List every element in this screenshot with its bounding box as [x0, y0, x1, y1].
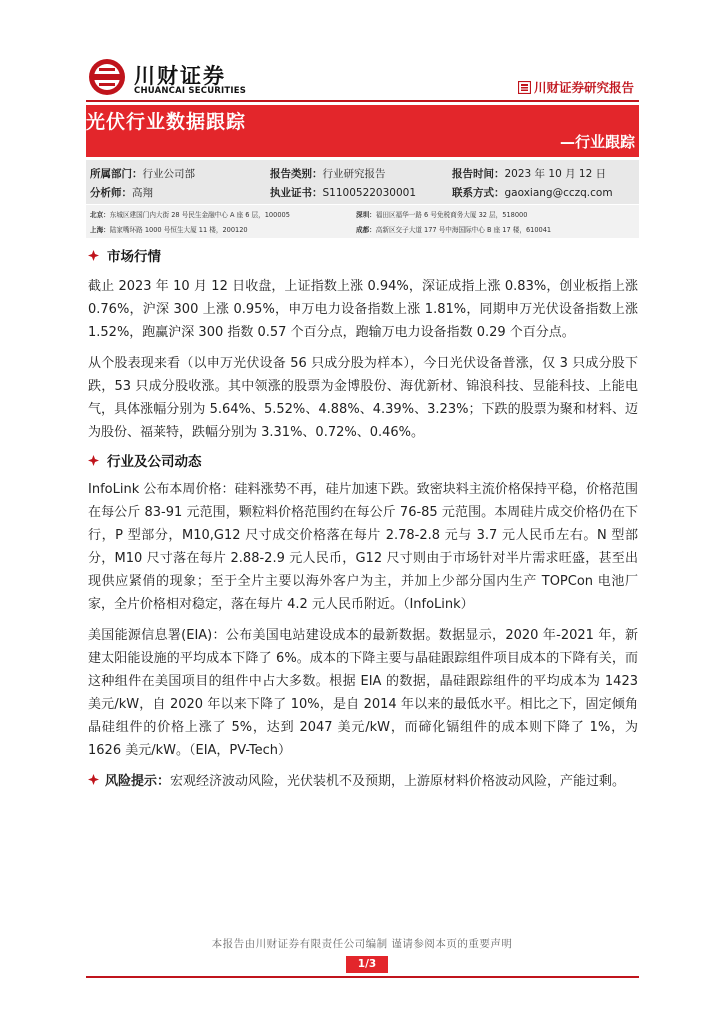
dept-label: 所属部门： [90, 168, 143, 180]
cert-label: 执业证书： [270, 187, 323, 199]
section-heading-market [88, 245, 638, 265]
section-heading-industry [88, 450, 638, 470]
brand-name-en: CHUANCAI SECURITIES [134, 86, 247, 96]
dept-value: 行业公司部 [142, 168, 195, 180]
diamond-bullet-icon [88, 250, 99, 261]
dept-field [90, 166, 195, 181]
contact-value[interactable]: gaoxiang@cczq.com [504, 187, 613, 199]
address-chengdu-label: 成都： [356, 226, 376, 234]
address-shanghai-value: 陆家嘴环路 1000 号恒生大厦 11 楼，200120 [109, 226, 248, 234]
address-shenzhen-value: 福田区福华一路 6 号免税商务大厦 32 层，518000 [375, 211, 528, 219]
address-chengdu [356, 224, 551, 234]
type-field [270, 166, 386, 181]
market-paragraph-1: 截止 2023 年 10 月 12 日收盘，上证指数上涨 0.94%，深证成指上涨 0.83%，创业板指上涨 0.76%，沪深 300 上涨 0.95%，申万电力设备指数上涨 1.81%，同期申万光伏设备指数上涨 1.52%，跑赢沪深 300 指数 0.57 个百分点，跑输万电力设备指数 0.29 个百分点。 [88, 279, 638, 340]
address-beijing [90, 209, 290, 219]
risk-warning [88, 770, 638, 793]
cert-value: S1100522030001 [322, 187, 417, 199]
address-chengdu-value: 高新区交子大道 177 号中海国际中心 B 座 17 楼，610041 [375, 226, 552, 234]
brand-name-cn: 川财证券 [134, 64, 226, 88]
analyst-value: 高翔 [132, 187, 153, 199]
address-beijing-value: 东城区建国门内大街 28 号民生金融中心 A 座 6 层，100005 [109, 211, 290, 219]
footer-divider [86, 976, 639, 978]
report-tag-text: 川财证券研究报告 [533, 80, 634, 95]
title-band [86, 105, 639, 157]
address-shenzhen [356, 209, 527, 219]
report-subtitle: —行业跟踪 [559, 133, 635, 151]
risk-text: 宏观经济波动风险，光伏装机不及预期，上游原材料价格波动风险，产能过剩。 [170, 774, 626, 789]
time-value: 2023 年 10 月 12 日 [504, 168, 607, 180]
cert-field [270, 185, 416, 200]
header-divider [86, 100, 639, 102]
office-addresses [86, 205, 639, 238]
report-body [88, 245, 638, 793]
diamond-bullet-icon [88, 774, 99, 785]
address-beijing-label: 北京： [90, 211, 110, 219]
time-field [452, 166, 606, 181]
type-value: 行业研究报告 [322, 168, 386, 180]
type-label: 报告类别： [270, 168, 323, 180]
chuancai-logo-icon [88, 58, 126, 96]
page-number: 1/3 [346, 956, 388, 973]
address-shenzhen-label: 深圳： [356, 211, 376, 219]
address-shanghai [90, 224, 248, 234]
contact-field [452, 185, 613, 200]
industry-paragraph-1: InfoLink 公布本周价格：硅料涨势不再，硅片加速下跌。致密块料主流价格保持平稳，价格范围在每公斤 83-91 元范围，颗粒料价格范围约在每公斤 76-85 元范围。本周硅片成交价格仍在下行，P 型部分，M10,G12 尺寸成交价格落在每片 2.78-2.8 元与 3.7 元人民币左右。N 型部分，M10 尺寸落在每片 2.88-2.9 元人民币，G12 尺寸则由于市场针对半片需求旺盛，甚至出现供应紧俏的现象；至于全片主要以海外客户为主，并加上少部分国内生产 TOPCon 电池厂家，全片价格相对稳定，落在每片 4.2 元人民币附近。（InfoLink） [88, 482, 638, 612]
analyst-field [90, 185, 153, 200]
brand-logo [88, 58, 288, 100]
report-title: 光伏行业数据跟踪 [86, 111, 247, 133]
time-label: 报告时间： [452, 168, 505, 180]
report-badge-icon [518, 81, 531, 94]
contact-label: 联系方式： [452, 187, 505, 199]
risk-label: 风险提示： [105, 774, 171, 789]
industry-paragraph-2: 美国能源信息署(EIA)：公布美国电站建设成本的最新数据。数据显示，2020 年-2021 年，新建太阳能设施的平均成本下降了 6%。成本的下降主要与晶硅跟踪组件项目成本的下降有关，而这种组件在美国项目的组件中占大多数。根据 EIA 的数据，晶硅跟踪组件的平均成本为 1423 美元/kW，自 2020 年以来下降了 10%，是自 2014 年以来的最低水平。相比之下，固定倾角晶硅组件的价格上涨了 5%，达到 2047 美元/kW，而碲化镉组件的成本则下降了 1%，为 1626 美元/kW。（EIA，PV-Tech） [88, 628, 638, 758]
address-shanghai-label: 上海： [90, 226, 110, 234]
analyst-label: 分析师： [90, 187, 132, 199]
market-paragraph-2: 从个股表现来看（以申万光伏设备 56 只成分股为样本），今日光伏设备普涨，仅 3 只成分股下跌，53 只成分股收涨。其中领涨的股票为金博股份、海优新材、锦浪科技、昱能科技、上能电气，具体涨幅分别为 5.64%、5.52%、4.88%、4.39%、3.23%；下跌的股票为聚和材料、迈为股份、福莱特，跌幅分别为 3.31%、0.72%、0.46%。 [88, 356, 638, 440]
diamond-bullet-icon [88, 455, 99, 466]
report-info [86, 160, 639, 204]
footer-disclaimer: 本报告由川财证券有限责任公司编制 谨请参阅本页的重要声明 [211, 938, 513, 950]
section-title-market: 市场行情 [107, 249, 161, 265]
report-tag [518, 78, 634, 96]
section-title-industry: 行业及公司动态 [107, 454, 202, 470]
